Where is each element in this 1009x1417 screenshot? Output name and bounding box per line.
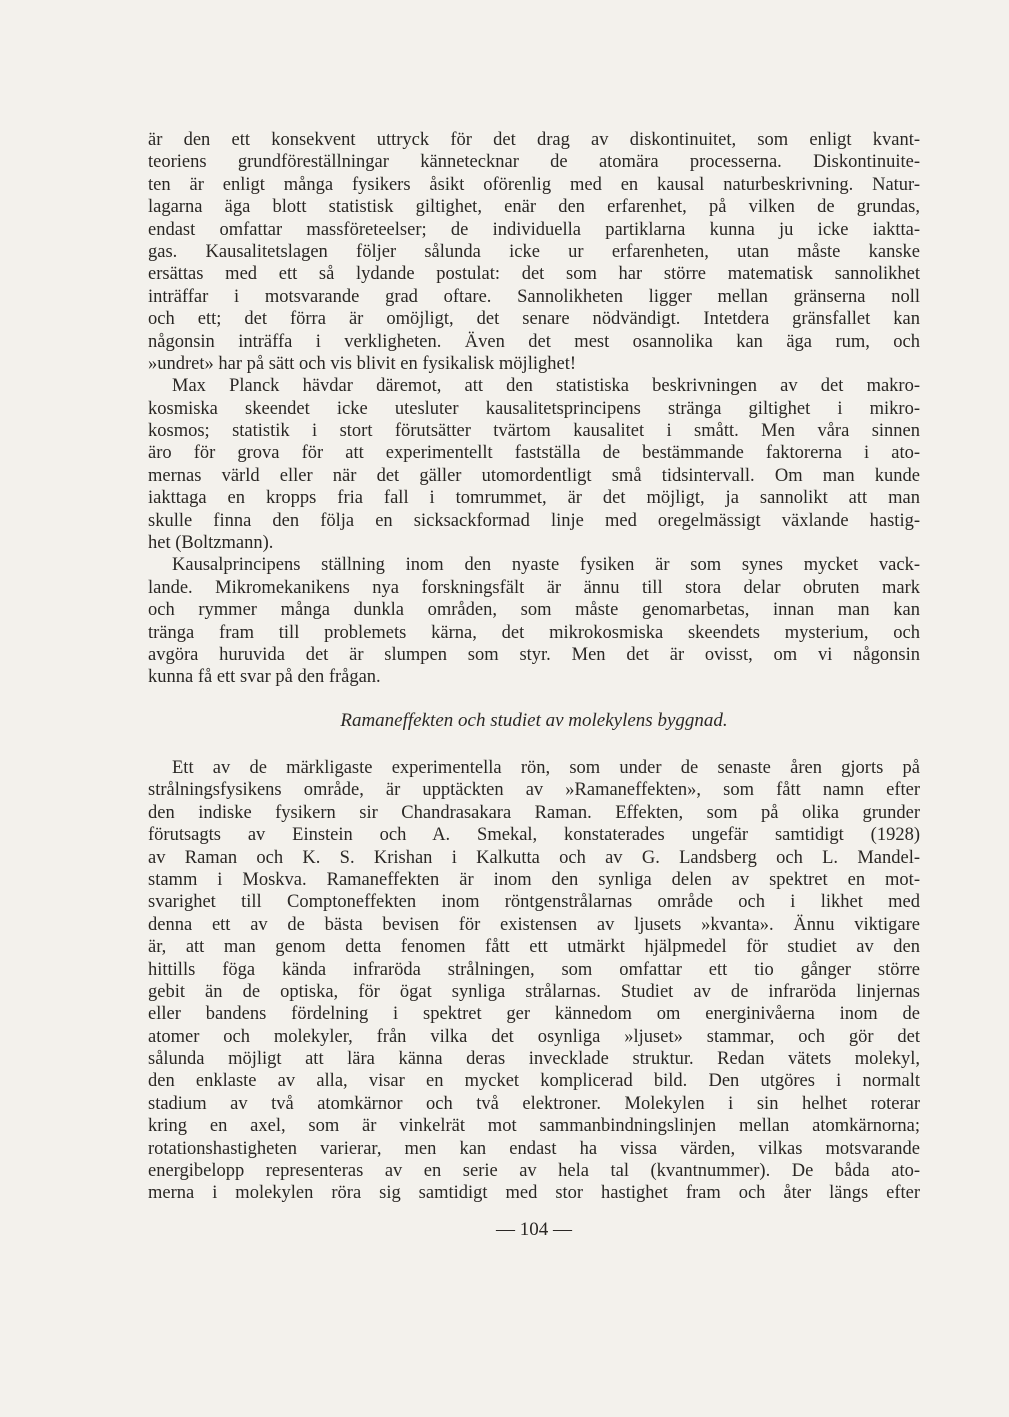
text-line: eller bandens fördelning i spektret ger kännedom om energinivåerna inom de	[148, 1004, 920, 1025]
text-line: tränga fram till problemets kärna, det mikrokosmiska skeendets mysterium, och	[148, 622, 920, 643]
text-line: endast omfattar massföreteelser; de individuella partiklarna kunna ju icke iaktta-	[148, 219, 920, 240]
text-line: gebit än de optiska, för ögat synliga strålarnas. Studiet av de infraröda linjernas	[148, 981, 920, 1002]
text-line: iakttaga en kropps fria fall i tomrummet, är det möjligt, ja sannolikt att man	[148, 488, 920, 509]
text-line: »undret» har på sätt och vis blivit en fysikalisk möjlighet!	[148, 353, 576, 374]
text-line: kunna få ett svar på den frågan.	[148, 667, 381, 688]
section-ramaneffekten	[148, 757, 920, 1205]
text-line: sålunda möjligt att lära känna deras invecklade struktur. Redan vätets molekyl,	[148, 1049, 920, 1070]
text-line: stadium av två atomkärnor och två elektroner. Molekylen i sin helhet roterar	[148, 1093, 920, 1114]
text-line: av Raman och K. S. Krishan i Kalkutta och av G. Landsberg och L. Mandel-	[148, 847, 920, 868]
text-line: och ett; det förra är omöjligt, det senare nödvändigt. Intetdera gränsfallet kan	[148, 309, 920, 330]
text-line: den enklaste av alla, visar en mycket komplicerad bild. Den utgöres i normalt	[148, 1071, 920, 1092]
text-line: förutsagts av Einstein och A. Smekal, konstaterades ungefär samtidigt (1928)	[148, 825, 920, 846]
text-line: atomer och molekyler, från vilka det osynliga »ljuset» stammar, och gör det	[148, 1026, 920, 1047]
text-line: skulle finna den följa en sicksackformad linje med oregelmässigt växlande hastig-	[148, 510, 920, 531]
text-line: gas. Kausalitetslagen följer sålunda icke ur erfarenheten, utan måste kanske	[148, 241, 920, 262]
text-line: teoriens grundföreställningar kännetecknar de atomära processerna. Diskontinuite-	[148, 152, 920, 173]
text-line: kring en axel, som är vinkelrät mot sammanbindningslinjen mellan atomkärnorna;	[148, 1116, 920, 1137]
text-line: och rymmer många dunkla områden, som måste genomarbetas, innan man kan	[148, 600, 920, 621]
text-line: avgöra huruvida det är slumpen som styr. Men det är ovisst, om vi någonsin	[148, 644, 920, 665]
text-line: lagarna äga blott statistisk giltighet, enär den erfarenhet, på vilken de grundas,	[148, 197, 920, 218]
text-line: äro för grova för att experimentellt fastställa de bestämmande faktorerna i ato-	[148, 443, 920, 464]
text-line: het (Boltzmann).	[148, 533, 274, 554]
text-line: strålningsfysikens område, är upptäckten av »Ramaneffekten», som fått namn efter	[148, 780, 920, 801]
text-line: inträffar i motsvarande grad oftare. Sannolikheten ligger mellan gränserna noll	[148, 286, 920, 307]
text-line: någonsin inträffa i verkligheten. Även det mest osannolika kan äga rum, och	[148, 331, 920, 352]
text-line: lande. Mikromekanikens nya forskningsfält är ännu till stora delar obruten mark	[148, 577, 920, 598]
page-number: — 104 —	[496, 1219, 572, 1240]
text-line: energibelopp representeras av en serie av hela tal (kvantnummer). De båda ato-	[148, 1161, 920, 1182]
text-line: stamm i Moskva. Ramaneffekten är inom den synliga delen av spektret en mot-	[148, 869, 920, 890]
text-line: Max Planck hävdar däremot, att den statistiska beskrivningen av det makro-	[172, 376, 920, 397]
text-line: är, att man genom detta fenomen fått ett utmärkt hjälpmedel för studiet av den	[148, 937, 920, 958]
text-line: kosmos; statistik i stort förutsätter tvärtom kausalitet i smått. Men våra sinnen	[148, 421, 920, 442]
text-line: kosmiska skeendet icke utesluter kausalitetsprincipens stränga giltighet i mikro-	[148, 398, 920, 419]
text-line: Ett av de märkligaste experimentella rön, som under de senaste åren gjorts på	[172, 758, 920, 778]
text-line: denna ett av de bästa bevisen för existensen av ljusets »kvanta». Ännu viktigare	[148, 914, 920, 935]
text-line: rotationshastigheten varierar, men kan endast ha vissa värden, vilkas motsvarande	[148, 1138, 920, 1159]
text-line: ten är enligt många fysikers åsikt oförenlig med en kausal naturbeskrivning. Natur-	[148, 174, 920, 195]
text-line: är den ett konsekvent uttryck för det drag av diskontinuitet, som enligt kvant-	[148, 130, 920, 150]
section-heading: Ramaneffekten och studiet av molekylens byggnad.	[340, 710, 728, 731]
text-line: ersättas med ett så lydande postulat: det som har större matematisk sannolikhet	[148, 264, 920, 285]
section-kausalitet	[148, 129, 920, 689]
text-line: Kausalprincipens ställning inom den nyaste fysiken är som synes mycket vack-	[172, 555, 920, 576]
text-line: hittills föga kända infraröda strålningen, som omfattar ett tio gånger större	[148, 959, 920, 980]
text-line: mernas värld eller när det gäller utomordentligt små tidsintervall. Om man kunde	[148, 465, 920, 486]
text-line: merna i molekylen röra sig samtidigt med stor hastighet fram och åter längs efter	[148, 1183, 920, 1204]
text-line: svarighet till Comptoneffekten inom röntgenstrålarnas område och i likhet med	[148, 892, 920, 913]
text-line: den indiske fysikern sir Chandrasakara Raman. Effekten, som på olika grunder	[148, 802, 920, 823]
